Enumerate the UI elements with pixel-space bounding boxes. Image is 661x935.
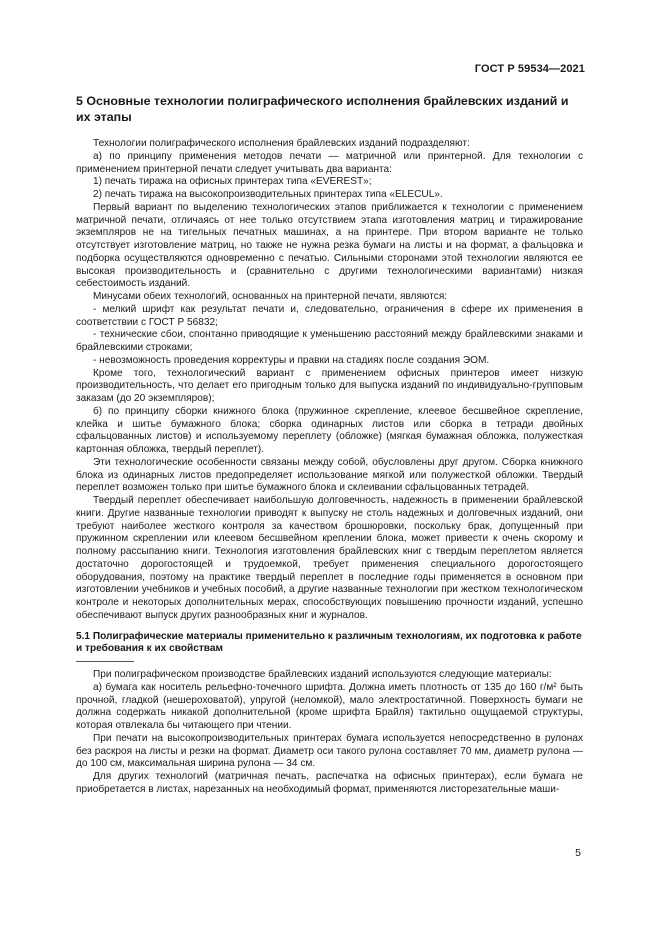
paragraph: Технологии полиграфического исполнения брайлевских изданий подразделяют: [93, 138, 470, 149]
paragraph: Первый вариант по выделению технологических этапов приближается к технологии с применением матричной печати, отличаясь от нее только отсутствием этапа изготовления матриц и тиражирование экземпляров не на тигельных печатных машинах, а на принтере. При втором варианте не только отсутствует изготовление матриц, но также не нужна резка бумаги на листы и на формат, а фальцовка и подборка осуществляются одновременно с печатью. Сильными сторонами этой технологии являются ее высокая производительность и (сравнительно с другими технологическими вариантами) низкая себестоимость изданий. [76, 201, 583, 290]
page-number: 5 [575, 847, 581, 859]
paragraph: а) по принципу применения методов печати — матричной или принтерной. Для технологии с применением принтерной печати следует учитывать два варианта: [76, 150, 583, 175]
paragraph: Эти технологические особенности связаны между собой, обусловлены друг другом. Сборка книжного блока из одинарных листов предопределяет использование мягкой или полужесткой обложки. Твердый переплет возможен только при шитье бумажного блока и склеивании сфальцованных тетрадей. [76, 456, 583, 494]
paragraph: При полиграфическом производстве брайлевских изданий используются следующие материалы: [93, 669, 552, 680]
paragraph: Кроме того, технологический вариант с применением офисных принтеров имеет низкую производительность, что делает его пригодным только для выпуска изданий по индивидуально-групповым заказам (до 20 экземпляров); [76, 367, 583, 404]
page-content [76, 93, 583, 797]
list-item: - невозможность проведения корректуры и правки на стадиях после создания ЭОМ. [93, 354, 490, 366]
paragraph: б) по принципу сборки книжного блока (пружинное скрепление, клеевое бесшвейное скрепление, клейка и шитье бумажного блока; сборка одинарных листов или сборка в тетради двойных сфальцованных листов) и используемому переплету (обложке) (мягкая бумажная обложка, полужесткая картонная обложка, твердый переплет). [76, 405, 583, 455]
standard-header: ГОСТ Р 59534—2021 [474, 63, 585, 75]
paragraph: При печати на высокопроизводительных принтерах бумага используется непосредственно в рулонах без раскроя на листы и резки на формат. Диаметр оси такого рулона составляет 70 мм, диаметр рулона — до 100 см, максимальная ширина рулона — 34 см. [76, 732, 583, 770]
list-item: - мелкий шрифт как результат печати и, следовательно, ограничения в сфере их применения в соответствии с ГОСТ Р 56832; [76, 303, 583, 328]
list-item: 1) печать тиража на офисных принтерах типа «EVEREST»; [93, 176, 372, 188]
divider [76, 661, 134, 662]
list-item: 2) печать тиража на высокопроизводительных принтерах типа «ELECUL». [93, 189, 443, 200]
subsection-title: 5.1 Полиграфические материалы применительно к различным технологиям, их подготовка к работе и требования к их свойствам [76, 630, 582, 655]
paragraph: Минусами обеих технологий, основанных на принтерной печати, являются: [93, 291, 448, 302]
paragraph: Для других технологий (матричная печать, распечатка на офисных принтерах), если бумага не приобретается в листах, нарезанных на необходимый формат, применяются листорезательные маши- [76, 771, 583, 795]
paragraph: Твердый переплет обеспечивает наибольшую долговечность, надежность в применении брайлевской книги. Другие названные технологии приводят к выпуску не столь надежных и долговечных изданий, они требуют наиболее жесткого контроля за качеством брошюровки, поскольку брак, допущенный при пружинном скреплении или клеевом бесшвейном креплении блока, может привести к очень скорому и полному рассыпанию книги. Технология изготовления брайлевских книг с твердым переплетом является достаточно дорогостоящей и трудоемкой, требует применения специального дорогостоящего оборудования, поэтому на практике твердый переплет в последние годы применяется в основном при изготовлении учебников и учебных пособий, а другие названные технологии при жестком технологическом контроле и некоторых дополнительных мерах, способствующих повышению прочности изданий, успешно обеспечивают выпуск других разнообразных книг и журналов. [76, 495, 583, 621]
list-item: - технические сбои, спонтанно приводящие к уменьшению расстояний между брайлевскими знаками и брайлевскими строками; [76, 329, 583, 353]
paragraph: а) бумага как носитель рельефно-точечного шрифта. Должна иметь плотность от 135 до 160 г/м² быть прочной, гладкой (нешероховатой), упругой (неломкой), мало электростатичной. Поверхность бумаги не должна содержать никакой дополнительной (кроме шрифта Брайля) тактильно ощущаемой структуры, которая отвлекала бы читающего при чтении. [76, 681, 583, 731]
section-title: 5 Основные технологии полиграфического исполнения брайлевских изданий и их этапы [76, 94, 569, 124]
